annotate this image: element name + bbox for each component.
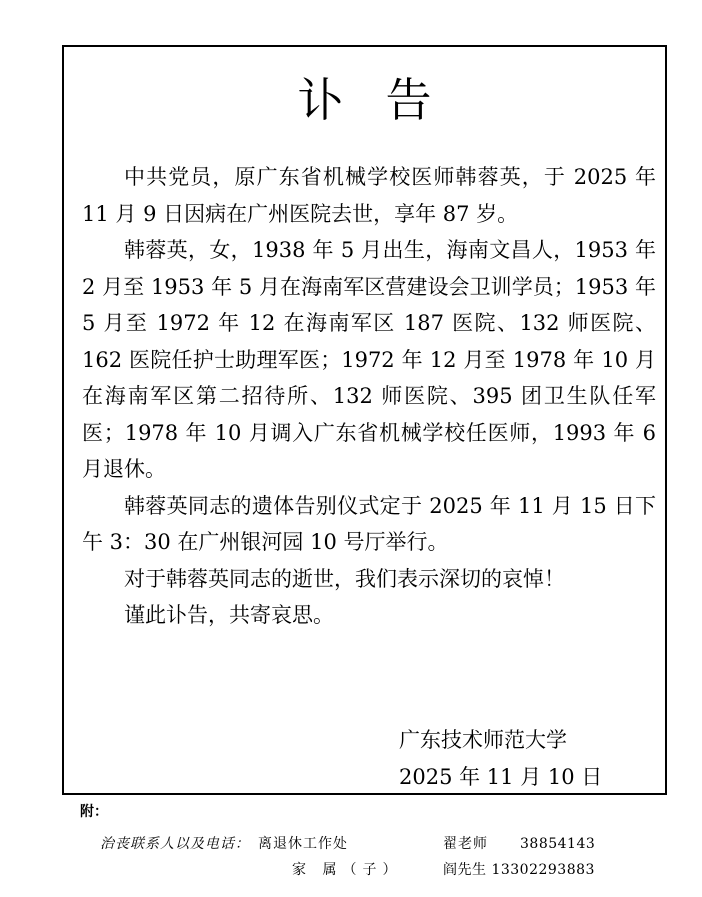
signature-organization: 广东技术师范大学 — [399, 728, 567, 752]
paragraph-biography: 韩蓉英，女，1938 年 5 月出生，海南文昌人，1953 年 2 月至 1953 年 5 月在海南军区营建设会卫训学员；1953 年 5 月至 1972 年 12 在海南军区 187 医院、132 师医院、162 医院任护士助理军医；1972 年 12 月至 1978 年 10 月在海南军区第二招待所、132 师医院、395 团卫生队任军医；1978 年 10 月调入广东省机械学校任医师，1993 年 6 月退休。 — [82, 238, 656, 481]
contact-label: 治丧联系人以及电话： — [100, 836, 250, 852]
notice-frame — [62, 45, 667, 795]
notice-body — [82, 159, 656, 634]
contact1-phone: 38854143 — [520, 836, 596, 852]
signature-date: 2025 年 11 月 10 日 — [399, 765, 603, 789]
notice-title: 讣告 — [297, 73, 474, 127]
paragraph-closing: 谨此讣告，共寄哀思。 — [124, 603, 334, 627]
contact1-name: 翟老师 — [443, 836, 488, 852]
paragraph-ceremony: 韩蓉英同志的遗体告别仪式定于 2025 年 11 月 15 日下午 3：30 在广州银河园 10 号厅举行。 — [82, 493, 656, 554]
paragraph-condolence: 对于韩蓉英同志的逝世，我们表示深切的哀悼！ — [124, 566, 565, 591]
contact-department: 离退休工作处 — [258, 836, 348, 852]
contact2-name-phone: 阎先生 13302293883 — [443, 862, 595, 878]
family-label: 家 属（子） — [292, 862, 403, 878]
paragraph-announcement: 中共党员，原广东省机械学校医师韩蓉英，于 2025 年 11 月 9 日因病在广州医院去世，享年 87 岁。 — [82, 165, 656, 226]
attachment-label: 附： — [80, 804, 108, 820]
